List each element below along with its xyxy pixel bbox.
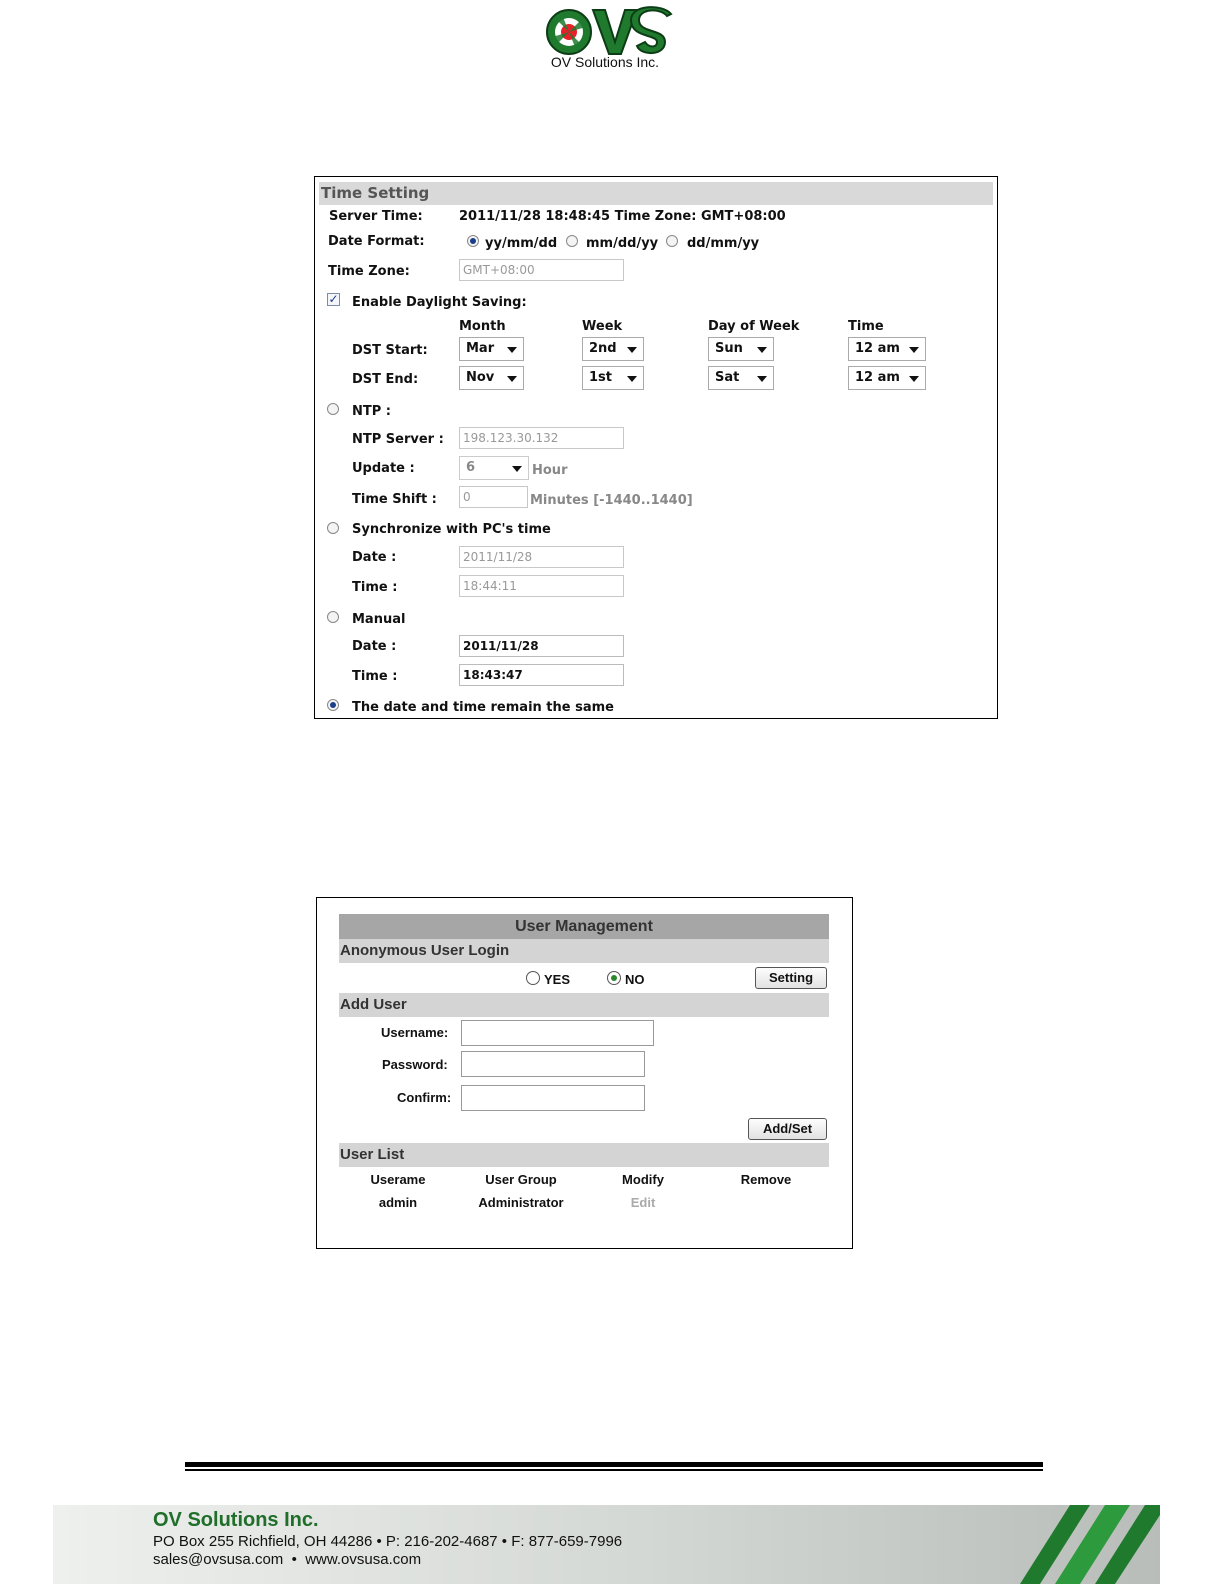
password-label: Password: bbox=[382, 1057, 448, 1072]
ntp-radio[interactable] bbox=[327, 403, 339, 415]
user-row-group: Administrator bbox=[478, 1195, 564, 1210]
confirm-label: Confirm: bbox=[397, 1090, 452, 1105]
sync-pc-label: Synchronize with PC's time bbox=[352, 522, 551, 537]
username-input[interactable] bbox=[461, 1020, 654, 1046]
sync-time-field[interactable]: 18:44:11 bbox=[459, 575, 624, 597]
footer-rule-thick bbox=[185, 1462, 1043, 1467]
footer-banner bbox=[53, 1505, 1160, 1584]
username-label: Username: bbox=[381, 1025, 449, 1040]
time-shift-label: Time Shift : bbox=[352, 492, 437, 507]
setting-button[interactable]: Setting bbox=[755, 967, 827, 989]
remain-same-label: The date and time remain the same bbox=[352, 700, 614, 715]
anon-yes-radio[interactable] bbox=[526, 971, 540, 985]
server-time-value: 2011/11/28 18:48:45 Time Zone: GMT+08:00 bbox=[459, 209, 786, 224]
dst-start-week-select[interactable]: 2nd bbox=[582, 337, 644, 361]
sync-pc-radio[interactable] bbox=[327, 522, 339, 534]
confirm-input[interactable] bbox=[461, 1085, 645, 1111]
footer-address: PO Box 255 Richfield, OH 44286 • P: 216-202-4687 • F: 877-659-7996 bbox=[153, 1533, 623, 1550]
update-unit: Hour bbox=[532, 463, 568, 478]
user-row-name: admin bbox=[378, 1195, 418, 1210]
manual-time-field[interactable]: 18:43:47 bbox=[459, 664, 624, 686]
dst-end-time-select[interactable]: 12 am bbox=[848, 366, 926, 390]
dst-col-time: Time bbox=[848, 319, 884, 334]
manual-label: Manual bbox=[352, 612, 406, 627]
manual-date-label: Date : bbox=[352, 639, 397, 654]
date-format-label: Date Format: bbox=[328, 234, 425, 249]
user-list-col-modify: Modify bbox=[622, 1172, 664, 1187]
footer-email-link[interactable]: sales@ovsusa.com bbox=[153, 1551, 284, 1568]
date-format-ddmmyy-radio[interactable] bbox=[666, 235, 678, 247]
time-zone-label: Time Zone: bbox=[328, 264, 410, 279]
footer-separator: • bbox=[283, 1551, 306, 1568]
dst-col-month: Month bbox=[459, 319, 506, 334]
footer-rule-thin bbox=[185, 1469, 1043, 1471]
dst-end-label: DST End: bbox=[352, 372, 419, 387]
date-format-yymmdd-radio[interactable] bbox=[467, 235, 479, 247]
add-user-section: Add User bbox=[339, 993, 829, 1017]
ntp-server-label: NTP Server : bbox=[352, 432, 444, 447]
manual-time-label: Time : bbox=[352, 669, 398, 684]
dst-start-day-select[interactable]: Sun bbox=[708, 337, 774, 361]
time-zone-field[interactable]: GMT+08:00 bbox=[459, 259, 624, 281]
footer-website-link[interactable]: www.ovsusa.com bbox=[305, 1551, 422, 1568]
ntp-server-field[interactable]: 198.123.30.132 bbox=[459, 427, 624, 449]
anon-no-label: NO bbox=[625, 972, 645, 987]
update-select[interactable]: 6 bbox=[459, 456, 529, 480]
anon-yes-label: YES bbox=[544, 972, 571, 987]
time-shift-unit: Minutes [-1440..1440] bbox=[530, 493, 693, 508]
dst-end-day-select[interactable]: Sat bbox=[708, 366, 774, 390]
sync-date-label: Date : bbox=[352, 550, 397, 565]
password-input[interactable] bbox=[461, 1051, 645, 1077]
manual-radio[interactable] bbox=[327, 611, 339, 623]
sync-date-field[interactable]: 2011/11/28 bbox=[459, 546, 624, 568]
user-list-col-group: User Group bbox=[485, 1172, 557, 1187]
user-management-panel bbox=[316, 897, 853, 1249]
date-format-yymmdd-label: yy/mm/dd bbox=[485, 236, 558, 251]
user-list-section: User List bbox=[339, 1143, 829, 1167]
date-format-mmddyy-label: mm/dd/yy bbox=[586, 236, 659, 251]
footer-contact bbox=[153, 1551, 421, 1568]
dst-col-day-of-week: Day of Week bbox=[708, 319, 800, 334]
anon-no-radio[interactable] bbox=[607, 971, 621, 985]
date-format-mmddyy-radio[interactable] bbox=[566, 235, 578, 247]
time-setting-panel bbox=[314, 176, 998, 719]
dst-start-month-select[interactable]: Mar bbox=[459, 337, 524, 361]
user-list-col-username: Userame bbox=[370, 1172, 426, 1187]
dst-enable-checkbox[interactable]: ✓ bbox=[328, 292, 339, 306]
user-list-col-remove: Remove bbox=[740, 1172, 792, 1187]
dst-end-month-select[interactable]: Nov bbox=[459, 366, 524, 390]
anonymous-login-section: Anonymous User Login bbox=[339, 939, 829, 963]
manual-date-field[interactable]: 2011/11/28 bbox=[459, 635, 624, 657]
footer-stripes-graphic bbox=[1000, 1505, 1160, 1584]
server-time-label: Server Time: bbox=[329, 209, 423, 224]
update-label: Update : bbox=[352, 461, 415, 476]
footer-company-name: OV Solutions Inc. bbox=[153, 1509, 319, 1531]
logo-company-name: OV Solutions Inc. bbox=[550, 54, 660, 70]
dst-end-week-select[interactable]: 1st bbox=[582, 366, 644, 390]
user-row-edit-link[interactable]: Edit bbox=[630, 1195, 656, 1210]
dst-start-label: DST Start: bbox=[352, 343, 428, 358]
remain-same-radio[interactable] bbox=[327, 699, 339, 711]
dst-enable-label: Enable Daylight Saving: bbox=[352, 295, 527, 310]
user-management-title: User Management bbox=[339, 914, 829, 939]
date-format-ddmmyy-label: dd/mm/yy bbox=[687, 236, 760, 251]
ntp-label: NTP : bbox=[352, 404, 391, 419]
sync-time-label: Time : bbox=[352, 580, 398, 595]
dst-col-week: Week bbox=[582, 319, 623, 334]
add-set-button[interactable]: Add/Set bbox=[748, 1118, 827, 1140]
time-setting-header: Time Setting bbox=[319, 182, 993, 205]
time-shift-field[interactable]: 0 bbox=[459, 486, 528, 508]
dst-start-time-select[interactable]: 12 am bbox=[848, 337, 926, 361]
